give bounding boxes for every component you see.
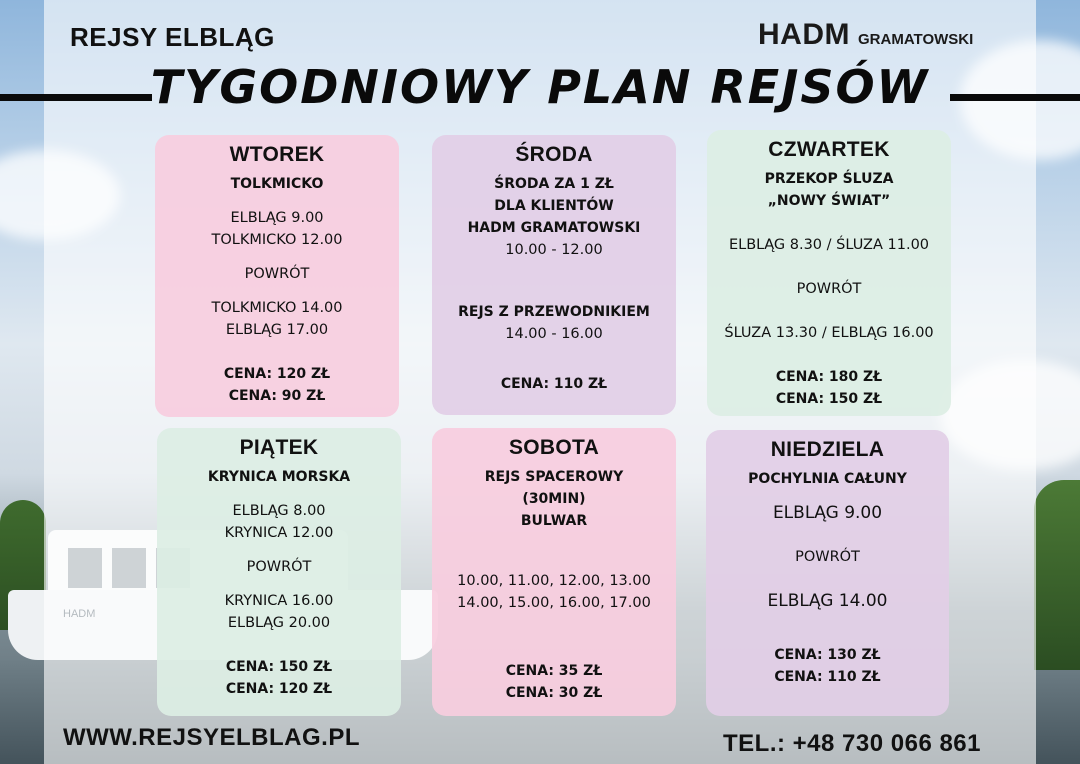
website-link[interactable]: WWW.REJSYELBLAG.PL	[63, 724, 360, 751]
day-name: WTOREK	[229, 143, 325, 166]
brand-logo-main: HADM	[758, 18, 850, 51]
return-arrival: ELBLĄG 17.00	[225, 322, 329, 338]
card-friday	[157, 428, 401, 716]
card-saturday	[432, 428, 676, 716]
route: TOLKMICKO	[230, 176, 324, 192]
price: CENA: 35 ZŁ	[505, 663, 603, 679]
return-label: POWRÓT	[795, 549, 860, 565]
return-arrival: ELBLĄG 14.00	[767, 591, 888, 611]
price: CENA: 180 ZŁ	[775, 369, 883, 385]
return-label: POWRÓT	[796, 281, 862, 297]
promo-line: HADM GRAMATOWSKI	[467, 220, 641, 236]
return-departure: KRYNICA 16.00	[224, 593, 334, 609]
price: CENA: 150 ZŁ	[225, 659, 333, 675]
promo-line: DLA KLIENTÓW	[494, 198, 614, 214]
route: „NOWY ŚWIAT”	[767, 193, 891, 209]
card-sunday	[706, 430, 949, 716]
day-name: SOBOTA	[508, 436, 600, 459]
return-departure: TOLKMICKO 14.00	[211, 300, 343, 316]
price: CENA: 120 ZŁ	[225, 681, 333, 697]
return-departure: ŚLUZA 13.30 / ELBLĄG 16.00	[724, 325, 934, 341]
return-arrival: ELBLĄG 20.00	[227, 615, 331, 631]
return-label: POWRÓT	[246, 559, 312, 575]
guided-cruise: REJS Z PRZEWODNIKIEM	[458, 304, 650, 320]
brand-left: REJSY ELBLĄG	[70, 22, 275, 52]
price: CENA: 120 ZŁ	[223, 366, 331, 382]
arrival: TOLKMICKO 12.00	[211, 232, 343, 248]
route: (30MIN)	[522, 491, 586, 507]
day-name: PIĄTEK	[239, 436, 319, 459]
price: CENA: 150 ZŁ	[775, 391, 883, 407]
price: CENA: 90 ZŁ	[228, 388, 326, 404]
price: CENA: 130 ZŁ	[774, 647, 881, 663]
brand-logo	[758, 18, 973, 52]
guided-time: 14.00 - 16.00	[505, 326, 603, 342]
brand-logo-sub: GRAMATOWSKI	[858, 31, 974, 48]
route: BULWAR	[520, 513, 588, 529]
route: KRYNICA MORSKA	[207, 469, 351, 485]
page-title: TYGODNIOWY PLAN REJSÓW	[150, 60, 930, 114]
trees-right	[1034, 480, 1080, 670]
route: POCHYLNIA CAŁUNY	[748, 471, 907, 487]
day-name: NIEDZIELA	[770, 438, 885, 461]
departure: ELBLĄG 9.00	[230, 210, 324, 226]
price: CENA: 30 ZŁ	[505, 685, 603, 701]
phone-number[interactable]: TEL.: +48 730 066 861	[723, 730, 981, 757]
return-label: POWRÓT	[244, 266, 310, 282]
departure: ELBLĄG 8.00	[232, 503, 326, 519]
card-tuesday	[155, 135, 399, 417]
departure: ELBLĄG 9.00	[772, 503, 883, 523]
route: PRZEKOP ŚLUZA	[764, 171, 894, 187]
departure-times: 14.00, 15.00, 16.00, 17.00	[457, 595, 651, 611]
card-wednesday	[432, 135, 676, 415]
departure-times: 10.00, 11.00, 12.00, 13.00	[457, 573, 651, 589]
day-name: CZWARTEK	[768, 138, 890, 161]
promo-line: ŚRODA ZA 1 ZŁ	[494, 176, 614, 192]
price: CENA: 110 ZŁ	[500, 376, 608, 392]
arrival: KRYNICA 12.00	[224, 525, 334, 541]
promo-time: 10.00 - 12.00	[505, 242, 603, 258]
card-thursday	[707, 130, 951, 416]
day-name: ŚRODA	[515, 143, 593, 166]
price: CENA: 110 ZŁ	[774, 669, 881, 685]
departure: ELBLĄG 8.30 / ŚLUZA 11.00	[728, 237, 930, 253]
route: REJS SPACEROWY	[484, 469, 624, 485]
